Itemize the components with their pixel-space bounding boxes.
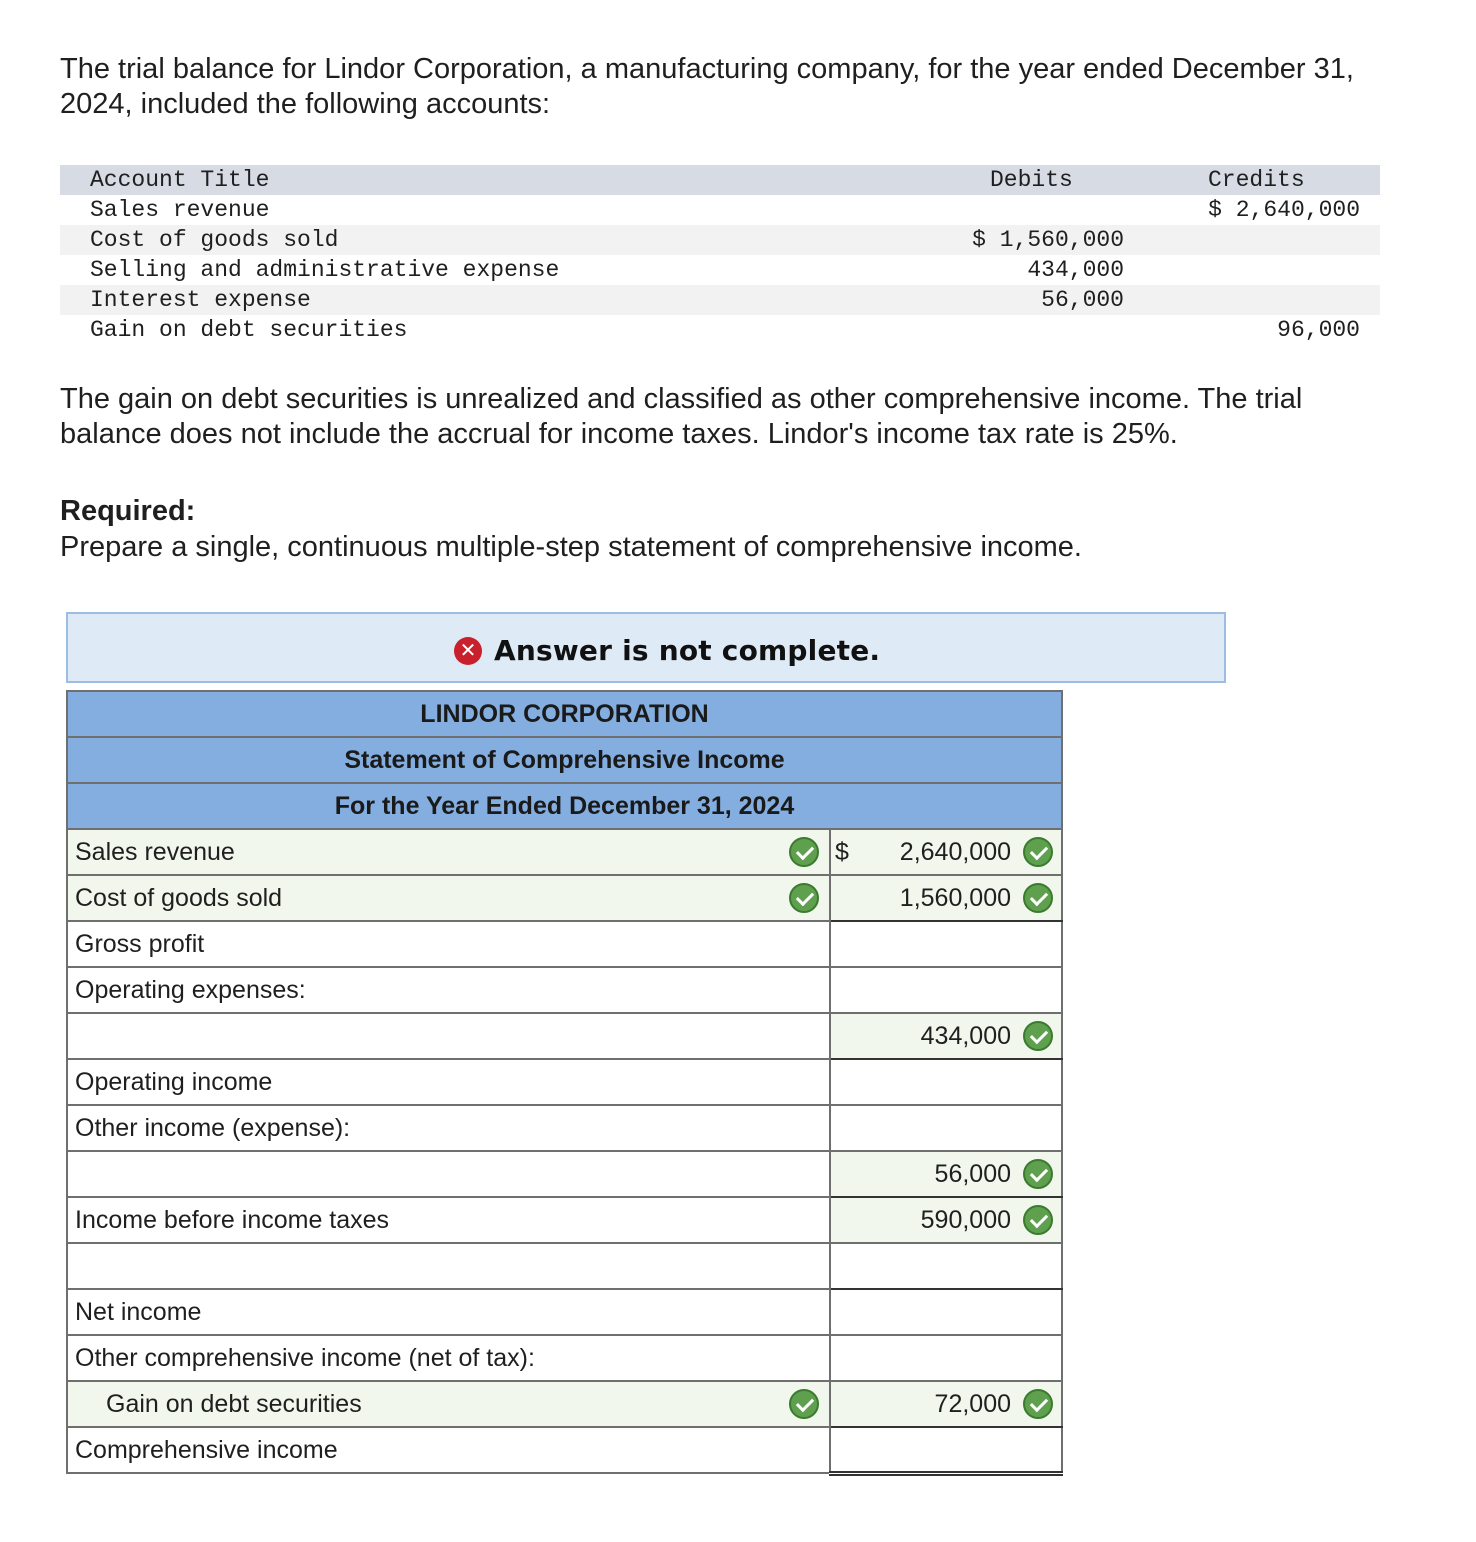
- currency-symbol: $: [835, 838, 849, 866]
- statement-row: [67, 1197, 1062, 1243]
- check-icon: [1023, 1205, 1053, 1235]
- check-icon: [1023, 837, 1053, 867]
- account-title: Sales revenue: [90, 197, 270, 223]
- row-value-input[interactable]: [830, 1243, 1062, 1289]
- check-icon: [789, 1389, 819, 1419]
- row-label-input[interactable]: [67, 1243, 830, 1289]
- trial-balance-row: [60, 225, 1380, 255]
- statement-row: [67, 1289, 1062, 1335]
- check-icon: [1023, 1021, 1053, 1051]
- answer-status-banner: [66, 612, 1226, 683]
- row-value: [830, 1105, 1062, 1151]
- statement-row: [67, 1427, 1062, 1473]
- row-value-input[interactable]: 590,000: [830, 1197, 1062, 1243]
- row-label: Income before income taxes: [67, 1197, 830, 1243]
- check-icon: [1023, 883, 1053, 913]
- row-value-input[interactable]: 72,000: [830, 1381, 1062, 1427]
- check-icon: [789, 837, 819, 867]
- trial-balance-row: [60, 285, 1380, 315]
- row-label: Net income: [67, 1289, 830, 1335]
- row-label-input[interactable]: [67, 1013, 830, 1059]
- statement-row: [67, 1151, 1062, 1197]
- debit-amount: 56,000: [1041, 287, 1124, 313]
- statement-row: [67, 921, 1062, 967]
- row-value-input[interactable]: 56,000: [830, 1151, 1062, 1197]
- x-circle-icon: ✕: [454, 637, 482, 665]
- statement-row: [67, 829, 1062, 875]
- required-label: Required:: [60, 495, 196, 527]
- account-title: Selling and administrative expense: [90, 257, 560, 283]
- statement-row: [67, 1335, 1062, 1381]
- row-value: [830, 1335, 1062, 1381]
- statement-row: [67, 1243, 1062, 1289]
- credit-amount: 96,000: [1277, 317, 1360, 343]
- account-title-header: Account Title: [90, 167, 270, 193]
- statement-title: Statement of Comprehensive Income: [67, 737, 1062, 783]
- statement-row: [67, 1105, 1062, 1151]
- row-value-input[interactable]: [830, 1059, 1062, 1105]
- row-label-input[interactable]: Sales revenue: [67, 829, 830, 875]
- statement-row: [67, 967, 1062, 1013]
- statement-row: [67, 875, 1062, 921]
- row-label: Gross profit: [67, 921, 830, 967]
- row-label: Comprehensive income: [67, 1427, 830, 1473]
- row-value-input[interactable]: [830, 921, 1062, 967]
- statement-company: LINDOR CORPORATION: [67, 691, 1062, 737]
- row-label: Operating income: [67, 1059, 830, 1105]
- statement-table: [66, 690, 1063, 1476]
- check-icon: [1023, 1389, 1053, 1419]
- credits-header: Credits: [1208, 167, 1305, 193]
- statement-row: [67, 1059, 1062, 1105]
- trial-balance-row: [60, 195, 1380, 225]
- statement-row: [67, 1013, 1062, 1059]
- row-value-input[interactable]: 1,560,000: [830, 875, 1062, 921]
- trial-balance-table: [60, 165, 1380, 345]
- credit-amount: $ 2,640,000: [1208, 197, 1360, 223]
- trial-balance-row: [60, 315, 1380, 345]
- row-value-input[interactable]: [830, 1427, 1062, 1473]
- answer-status-text: Answer is not complete.: [494, 634, 881, 667]
- check-icon: [1023, 1159, 1053, 1189]
- row-label: Other comprehensive income (net of tax):: [67, 1335, 830, 1381]
- row-value-input[interactable]: [830, 1289, 1062, 1335]
- required-text: Prepare a single, continuous multiple-step statement of comprehensive income.: [60, 531, 1082, 563]
- problem-details: The gain on debt securities is unrealized and classified as other comprehensive income. The trial balance does not include the accrual for income taxes. Lindor's income tax rate is 25%.: [60, 383, 1303, 450]
- trial-balance-row: [60, 255, 1380, 285]
- account-title: Interest expense: [90, 287, 311, 313]
- row-label-input[interactable]: [67, 1151, 830, 1197]
- row-label-input[interactable]: Cost of goods sold: [67, 875, 830, 921]
- debit-amount: $ 1,560,000: [972, 227, 1124, 253]
- check-icon: [789, 883, 819, 913]
- account-title: Gain on debt securities: [90, 317, 408, 343]
- row-value-input[interactable]: $ 2,640,000: [830, 829, 1062, 875]
- statement-row: [67, 1381, 1062, 1427]
- row-value-input[interactable]: 434,000: [830, 1013, 1062, 1059]
- debit-amount: 434,000: [1027, 257, 1124, 283]
- statement-period: For the Year Ended December 31, 2024: [67, 783, 1062, 829]
- debits-header: Debits: [990, 167, 1073, 193]
- trial-balance-header: [60, 165, 1380, 195]
- row-label-input[interactable]: Gain on debt securities: [67, 1381, 830, 1427]
- row-value: [830, 967, 1062, 1013]
- row-label: Other income (expense):: [67, 1105, 830, 1151]
- row-label: Operating expenses:: [67, 967, 830, 1013]
- account-title: Cost of goods sold: [90, 227, 339, 253]
- intro-text: The trial balance for Lindor Corporation, a manufacturing company, for the year ended December 31, 2024, included the following accounts:: [60, 53, 1354, 120]
